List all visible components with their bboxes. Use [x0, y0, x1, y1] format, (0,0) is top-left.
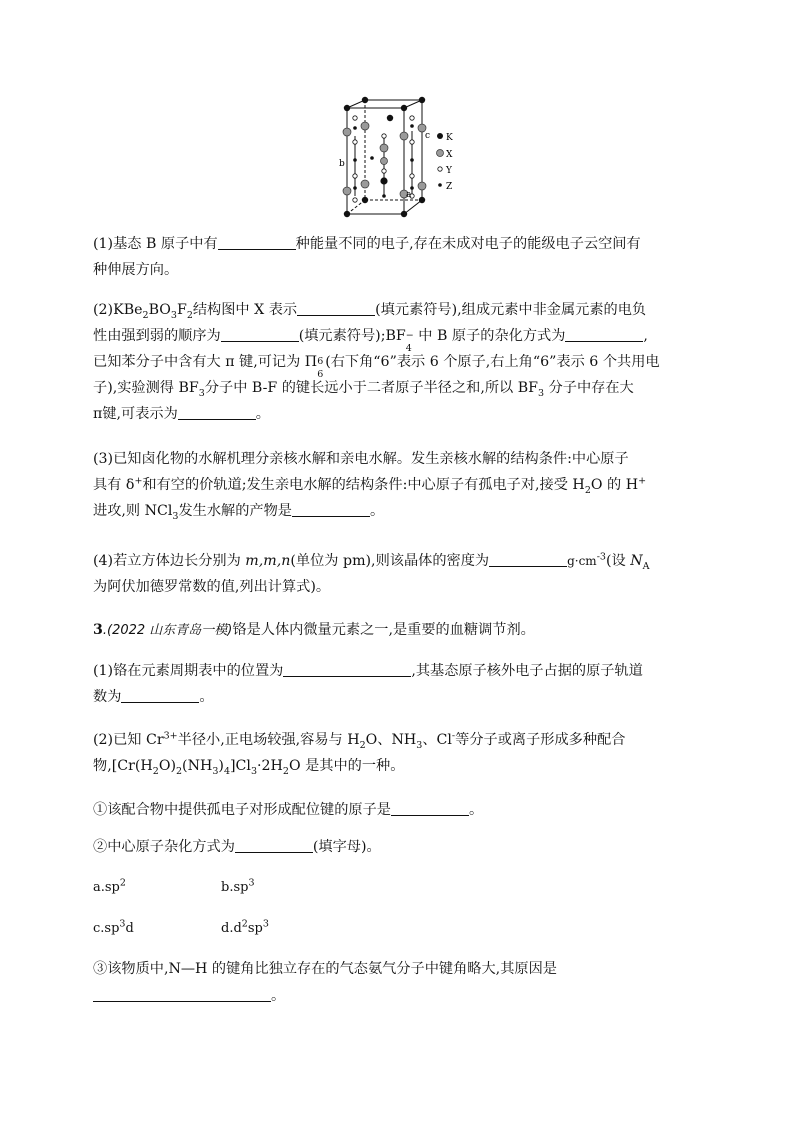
legend-k-marker: [437, 133, 443, 139]
q4-line1: (4)若立方体边长分别为 m,m,n(单位为 pm),则该晶体的密度为 $g\cdot cm^{-3}$(设 $N_A$: [93, 551, 650, 572]
legend-z-marker: [438, 183, 442, 187]
answer-blank[interactable]: [297, 300, 375, 316]
answer-blank[interactable]: [391, 800, 469, 816]
legend-x: X: [446, 150, 453, 160]
crystal-structure-figure: [332, 96, 472, 220]
problem3-header: 3.(2022 山东青岛一模)铬是人体内微量元素之一,是重要的血糖调节剂。: [93, 622, 535, 638]
p3q1-line2: 数为 。: [93, 689, 214, 705]
q2-line4: 子),实验测得 $BF_3$分子中 B-F 的键长远小于二者原子半径之和,所以 $BF_3$ 分子中存在大: [93, 380, 634, 399]
option-c: $c.sp^3d$: [93, 918, 134, 936]
answer-blank[interactable]: [218, 234, 296, 250]
answer-blank[interactable]: [235, 837, 313, 853]
option-row-2: [93, 918, 733, 940]
p3q1-line1: (1)铬在元素周期表中的位置为 ,其基态原子核外电子占据的原子轨道: [93, 663, 643, 679]
q2-line5: π键,可表示为 。: [93, 406, 270, 422]
crystal-structure-diagram: [332, 96, 472, 220]
p3q2-sub3-answer: 。: [93, 985, 733, 1007]
q2-line1: $(2)KBe_2BO_3F_2$结构图中 X 表示 (填元素符号),组成元素中非金属元素的电负: [93, 302, 647, 321]
answer-blank[interactable]: [489, 551, 567, 567]
legend-y: Y: [446, 166, 452, 176]
p3q2-sub1: ①该配合物中提供孤电子对形成配位键的原子是 。: [93, 802, 484, 818]
q3-line3: 进攻,则 NCl$_3$发生水解的产物是 。: [93, 503, 385, 522]
answer-blank[interactable]: [565, 326, 643, 342]
answer-blank[interactable]: [283, 661, 411, 677]
legend-z: Z: [446, 182, 453, 192]
q3-line1: (3)已知卤化物的水解机理分亲核水解和亲电水解。发生亲核水解的结构条件:中心原子: [93, 451, 629, 467]
answer-blank[interactable]: [121, 687, 199, 703]
p3q2-line1: (2)已知 $Cr^{3+}$半径小,正电场较强,容易与 $H_2O$、$NH_3$、Cl-等分子或离子形成多种配合: [93, 730, 626, 751]
p3q2-sub2: ②中心原子杂化方式为 (填字母)。: [93, 839, 381, 855]
p3q2-sub3: ③该物质中,N—H 的键角比独立存在的气态氨气分子中键角略大,其原因是: [93, 961, 557, 977]
q3-line2: 具有 δ+和有空的价轨道;发生亲电水解的结构条件:中心原子有孤电子对,接受 $H_2O$ 的 H+: [93, 475, 647, 496]
option-row-1: [93, 877, 733, 899]
label-a: a: [406, 190, 412, 200]
option-a: $a.sp^2$: [93, 877, 126, 895]
option-d: $d.d^2sp^3$: [221, 918, 269, 936]
legend-y-marker: [438, 167, 442, 171]
q1-line2: 种伸展方向。: [93, 262, 179, 278]
q4-line2: 为阿伏加德罗常数的值,列出计算式)。: [93, 579, 331, 595]
q2-line2: 性由强到弱的顺序为 (填元素符号);BF − 4 中 B 原子的杂化方式为 ,: [93, 328, 648, 354]
answer-blank[interactable]: [221, 326, 299, 342]
legend-k: K: [446, 133, 453, 143]
p3q2-line2: 物$,[Cr(H_2O)_2(NH_3)_4]Cl_3\cdot 2H_2O$ 是其中的一种。: [93, 758, 405, 777]
q1-line1: (1)基态 B 原子中有 种能量不同的电子,存在未成对电子的能级电子云空间有: [93, 236, 641, 252]
label-b: b: [339, 159, 345, 169]
label-c: c: [425, 131, 431, 141]
answer-blank[interactable]: [292, 501, 370, 517]
answer-blank[interactable]: [178, 404, 256, 420]
legend-x-marker: [437, 150, 444, 157]
q2-line3: 已知苯分子中含有大 π 键,可记为 Π 6 6 (右下角“6”表示 6 个原子,右上角“6”表示 6 个共用电: [93, 354, 660, 380]
option-b: $b.sp^3$: [221, 877, 255, 895]
answer-blank[interactable]: [93, 986, 271, 1002]
